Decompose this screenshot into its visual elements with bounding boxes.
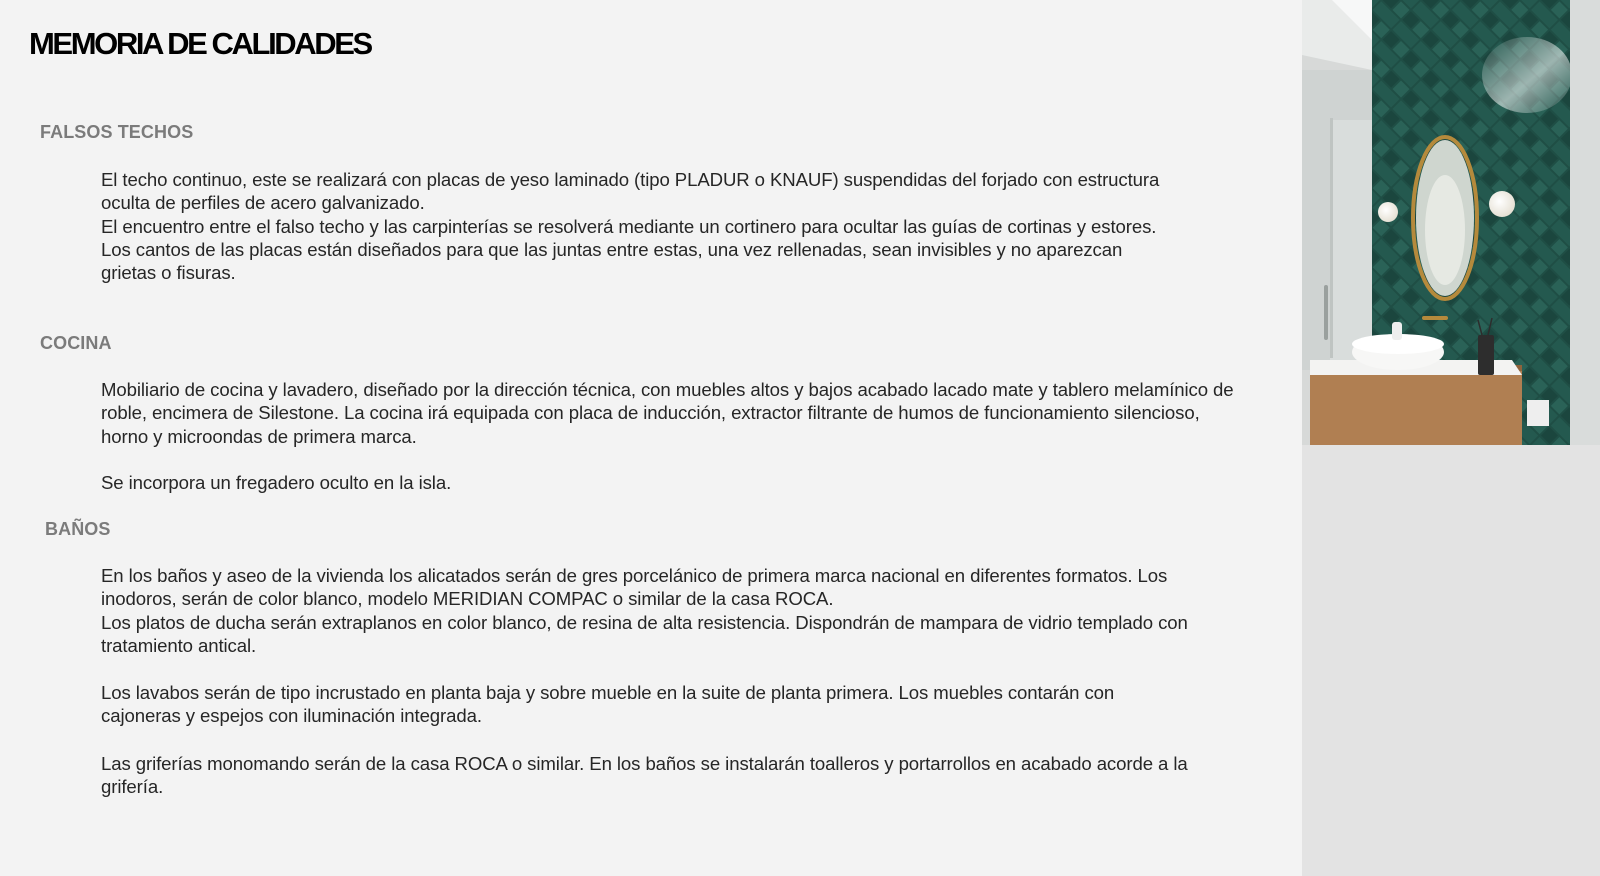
bathroom-photo [1302, 0, 1600, 445]
section-heading-banos: BAÑOS [45, 519, 111, 539]
paragraph-banos-alicatados: En los baños y aseo de la vivienda los alicatados serán de gres porcelánico de primera marca nacional en diferentes formatos. Los inodoros, serán de color blanco, modelo MERIDIAN COMPAC o similar de la casa ROCA. Los platos de ducha serán extraplanos en color blanco, de resina de alta resistencia. Dispondrán de mampara de vidrio templado con tratamiento antical. [101, 565, 1188, 656]
paragraph-falsos-techos: El techo continuo, este se realizará con placas de yeso laminado (tipo PLADUR o KNAUF) suspendidas del forjado con estructura oculta de perfiles de acero galvanizado. El encuentro entre el falso techo y las carpinterías se resolverá mediante un cortinero para ocultar las guías de cortinas y estores. Los cantos de las placas están diseñados para que las juntas entre estas, una vez rellenadas, sean invisibles y no aparezcan grietas o fisuras. [101, 169, 1160, 284]
paragraph-banos-griferias: Las griferías monomando serán de la casa ROCA o similar. En los baños se instalarán toalleros y portarrollos en acabado acorde a la grifería. [101, 753, 1188, 798]
paragraph-cocina-fregadero: Se incorpora un fregadero oculto en la isla. [101, 472, 452, 493]
section-heading-falsos-techos: FALSOS TECHOS [40, 122, 194, 142]
page-title: MEMORIA DE CALIDADES [29, 26, 371, 61]
paragraph-cocina-mobiliario: Mobiliario de cocina y lavadero, diseñado por la dirección técnica, con muebles altos y bajos acabado lacado mate y tablero melamínico de roble, encimera de Silestone. La cocina irá equipada con placa de inducción, extractor filtrante de humos de funcionamiento silencioso, horno y microondas de primera marca. [101, 379, 1234, 447]
paragraph-banos-lavabos: Los lavabos serán de tipo incrustado en planta baja y sobre mueble en la suite de planta primera. Los muebles contarán con cajoneras y espejos con iluminación integrada. [101, 682, 1115, 727]
section-heading-cocina: COCINA [40, 333, 112, 353]
